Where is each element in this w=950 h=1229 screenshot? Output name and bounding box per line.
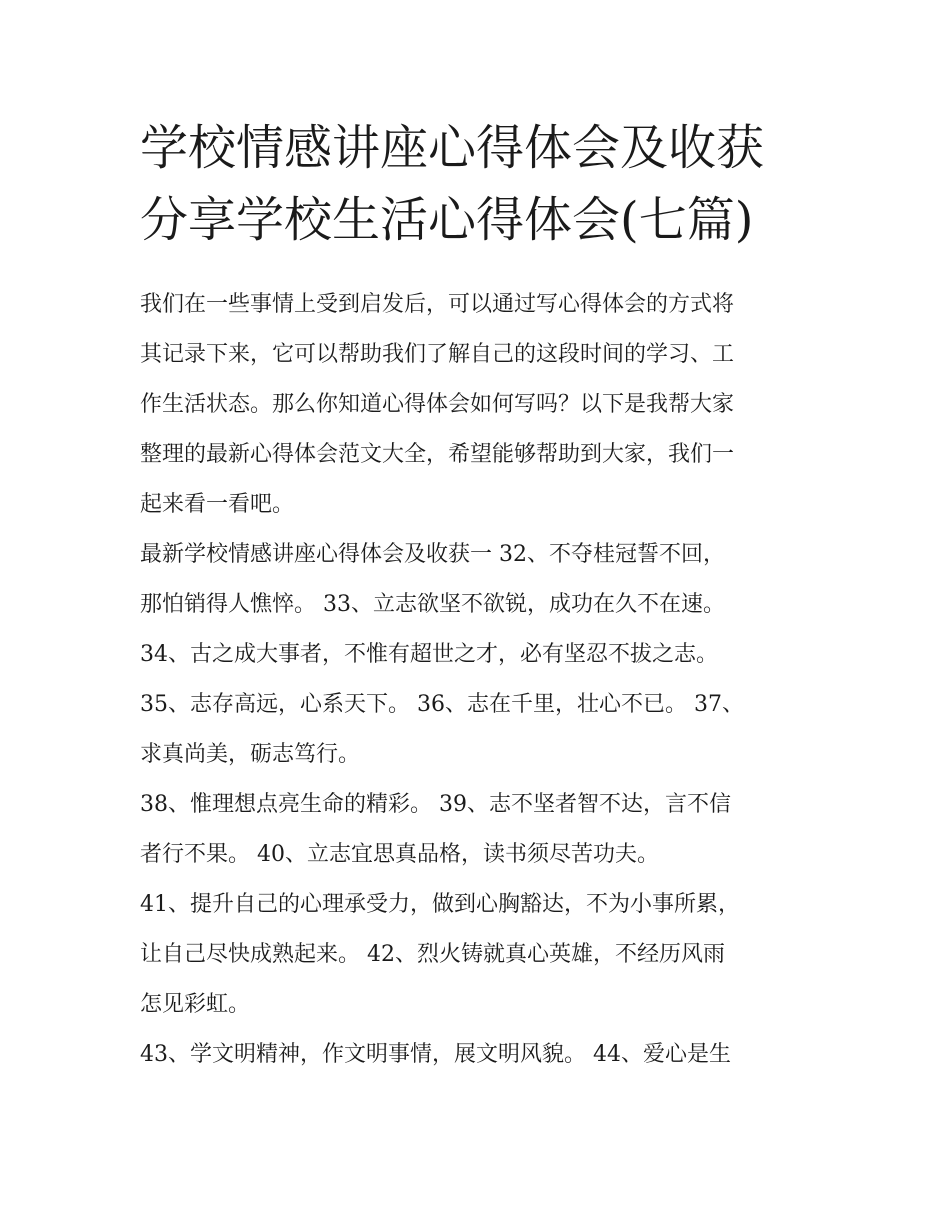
title-line: 分享学校生活心得体会(七篇): [140, 192, 754, 248]
text-line: 43、学文明精神，作文明事情，展文明风貌。 44、爱心是生: [140, 1042, 731, 1067]
text-line: 35、志存高远，心系天下。 36、志在千里，壮心不已。 37、: [140, 692, 744, 717]
intro-paragraph: [140, 280, 820, 530]
document-body: [140, 280, 820, 1080]
text-line: 作生活状态。那么你知道心得体会如何写吗？以下是我帮大家: [140, 392, 735, 417]
quote-paragraph: [140, 780, 820, 880]
quote-paragraph: [140, 680, 820, 780]
text-line: 者行不果。 40、立志宜思真品格，读书须尽苦功夫。: [140, 842, 659, 867]
text-line: 整理的最新心得体会范文大全，希望能够帮助到大家，我们一: [140, 442, 735, 467]
text-line: 怎见彩虹。: [140, 992, 251, 1017]
text-line: 那怕销得人憔悴。 33、立志欲坚不欲锐，成功在久不在速。: [140, 592, 725, 617]
quote-paragraph: [140, 880, 820, 1030]
text-line: 最新学校情感讲座心得体会及收获一 32、不夺桂冠誓不回，: [140, 542, 725, 567]
quote-paragraph: [140, 630, 820, 680]
quote-paragraph: [140, 1030, 820, 1080]
text-line: 38、惟理想点亮生命的精彩。 39、志不坚者智不达，言不信: [140, 792, 731, 817]
title-line: 学校情感讲座心得体会及收获: [140, 120, 765, 176]
quote-paragraph: [140, 530, 820, 630]
text-line: 求真尚美，砺志笃行。: [140, 742, 361, 767]
text-line: 让自己尽快成熟起来。 42、烈火铸就真心英雄，不经历风雨: [140, 942, 725, 967]
text-line: 起来看一看吧。: [140, 492, 295, 517]
text-line: 34、古之成大事者，不惟有超世之才，必有坚忍不拔之志。: [140, 642, 718, 667]
document-title: [140, 112, 830, 256]
text-line: 我们在一些事情上受到启发后，可以通过写心得体会的方式将: [140, 292, 735, 317]
text-line: 其记录下来，它可以帮助我们了解自己的这段时间的学习、工: [140, 342, 735, 367]
text-line: 41、提升自己的心理承受力，做到心胸豁达，不为小事所累，: [140, 892, 740, 917]
